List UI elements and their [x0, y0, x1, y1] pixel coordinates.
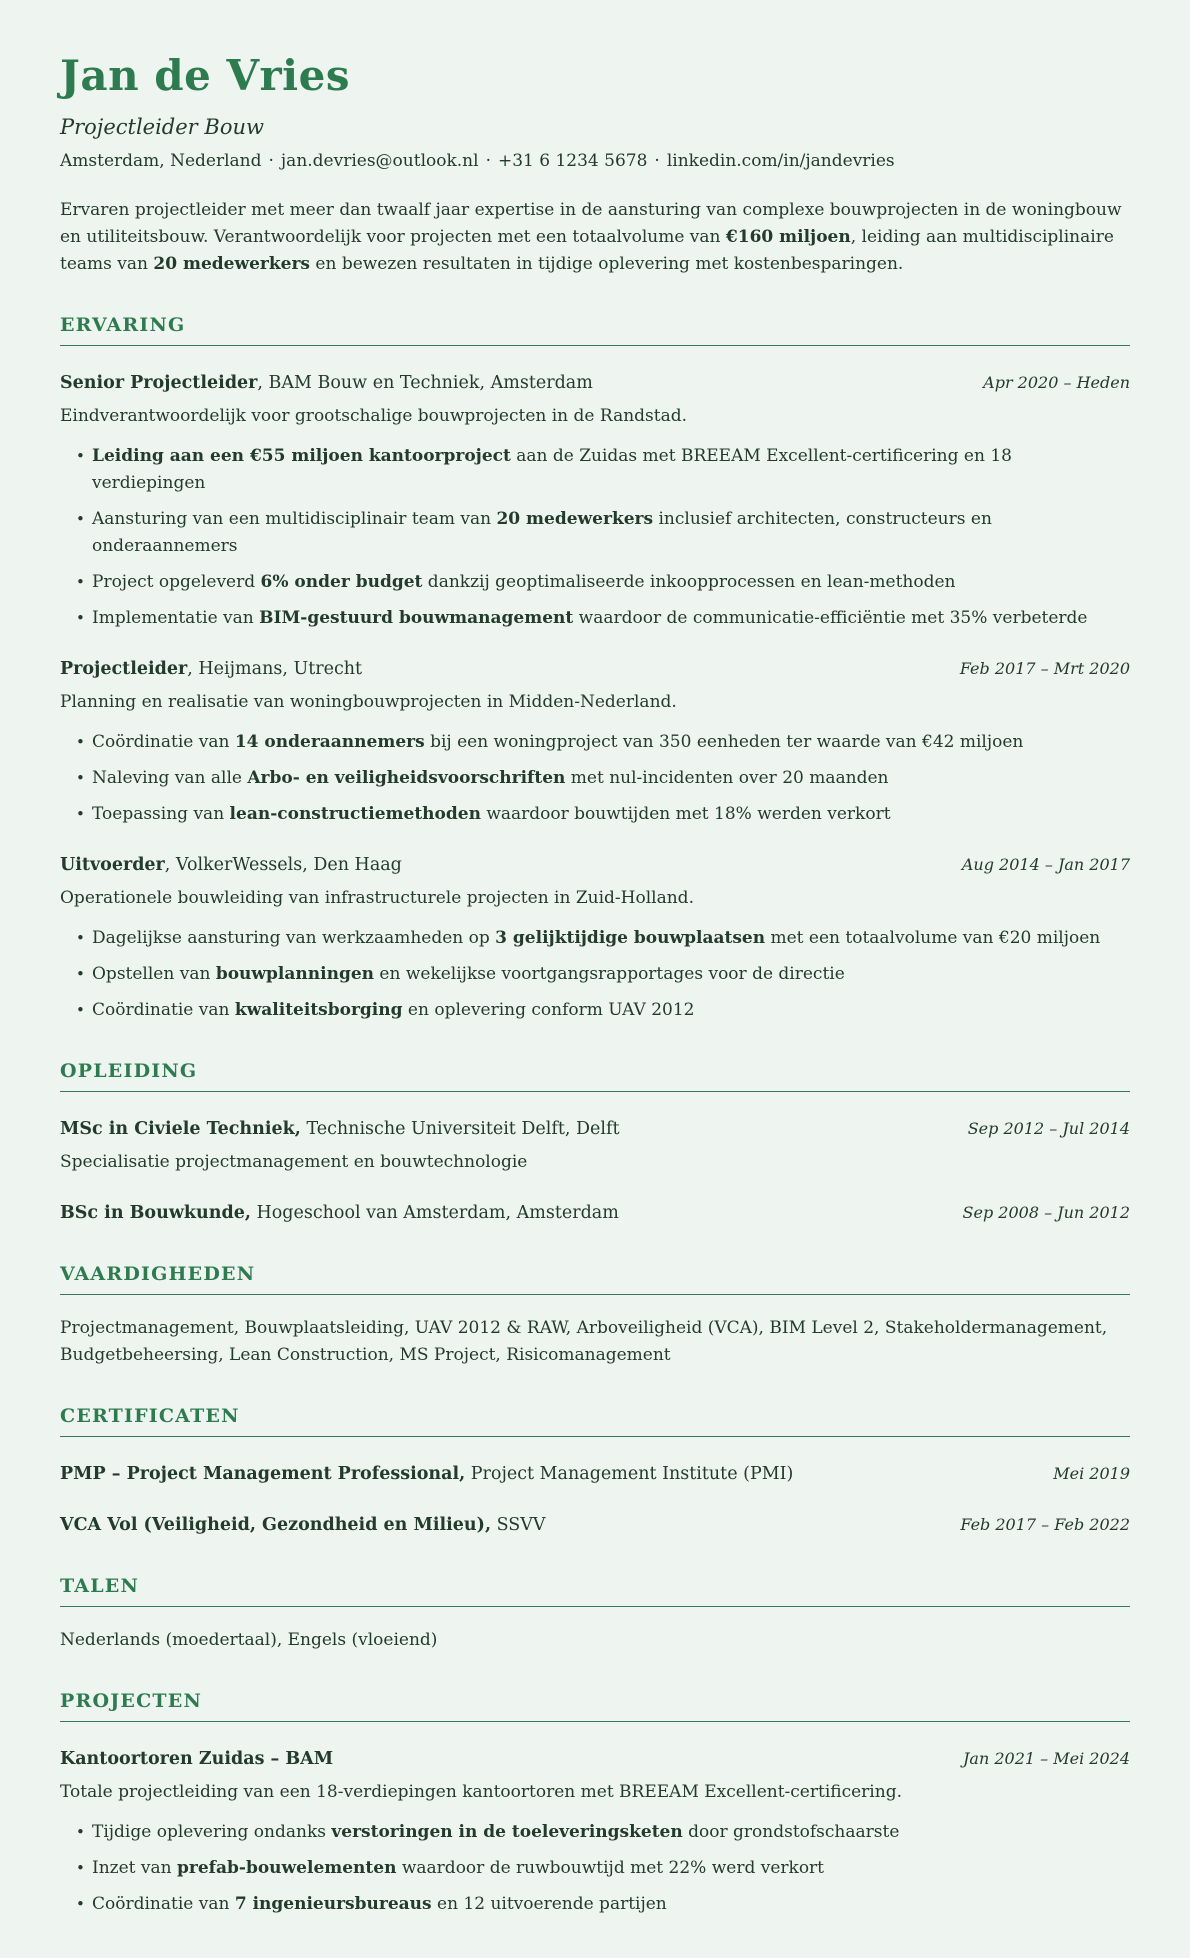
bullet-item	[76, 443, 1130, 497]
contact-linkedin[interactable]: linkedin.com/in/jandevries	[666, 151, 895, 171]
bullet-text: Naleving van alle Arbo- en veiligheidsvoorschriften met nul-incidenten over 20 maanden	[92, 768, 889, 788]
certificate-issuer: Project Management Institute (PMI)	[465, 1464, 794, 1484]
contact-phone[interactable]: +31 6 1234 5678	[497, 151, 648, 171]
job-description: Operationele bouwleiding van infrastructurele projecten in Zuid-Holland.	[60, 888, 694, 908]
bullet-text: Aansturing van een multidisciplinair team van 20 medewerkers inclusief architecten, constructeurs en onderaannemers	[92, 509, 992, 556]
job-title-line	[60, 370, 593, 397]
bullet-text: Tijdige oplevering ondanks verstoringen in de toeleveringsketen door grondstofschaarste	[92, 1822, 900, 1842]
certificate-issuer: SSVV	[491, 1515, 546, 1535]
education-degree: MSc in Civiele Techniek,	[60, 1119, 301, 1139]
bullet-text: Coördinatie van 7 ingenieursbureaus en 12 uitvoerende partijen	[92, 1894, 667, 1914]
profile-summary: Ervaren projectleider met meer dan twaalf jaar expertise in de aansturing van complexe bouwprojecten in de woningbouw en utiliteitsbouw. Verantwoordelijk voor projecten met een totaalvolume van €160 miljoen, leiding aan multidisciplinaire teams van 20 medewerkers en bewezen resultaten in tijdige oplevering met kostenbesparingen.	[60, 200, 1122, 274]
bullet-text: Coördinatie van 14 onderaannemers bij een woningproject van 350 eenheden ter waarde van €42 miljoen	[92, 732, 1024, 752]
bullet-item	[76, 997, 1130, 1024]
certificate-name: VCA Vol (Veiligheid, Gezondheid en Milieu),	[60, 1515, 492, 1535]
job-entry	[60, 655, 1130, 828]
person-name: Jan de Vries	[60, 51, 350, 100]
project-title-line	[60, 1746, 333, 1773]
education-entry	[60, 1115, 1130, 1176]
contact-line	[60, 148, 1130, 175]
job-entry	[60, 369, 1130, 632]
section-divider	[60, 1294, 1130, 1295]
skills-list: Projectmanagement, Bouwplaatsleiding, UAV 2012 & RAW, Arboveiligheid (VCA), BIM Level 2, Stakeholdermanagement, Budgetbeheersing, Lean Construction, MS Project, Risicomanagement	[60, 1318, 1108, 1365]
bullet-text: Coördinatie van kwaliteitsborging en oplevering conform UAV 2012	[92, 1000, 695, 1020]
bullet-icon: •	[76, 1895, 85, 1913]
bullet-item	[76, 961, 1130, 988]
bullet-icon: •	[76, 1001, 85, 1019]
bullet-item	[76, 765, 1130, 792]
section-experience	[60, 314, 1130, 1024]
section-heading-experience: ERVARING	[60, 314, 186, 336]
education-header	[60, 1199, 1130, 1227]
certificate-header	[60, 1460, 1130, 1488]
dot-separator-icon: ·	[268, 151, 274, 171]
project-entry	[60, 1745, 1130, 1918]
bullet-text: Toepassing van lean-constructiemethoden waardoor bouwtijden met 18% werden verkort	[92, 804, 891, 824]
education-description: Specialisatie projectmanagement en bouwtechnologie	[60, 1152, 528, 1172]
bullet-icon: •	[76, 510, 85, 528]
section-divider	[60, 1721, 1130, 1722]
section-heading-languages: TALEN	[60, 1575, 140, 1597]
bullet-item	[76, 801, 1130, 828]
job-title-line	[60, 656, 362, 683]
bullet-icon: •	[76, 733, 85, 751]
certificate-entry	[60, 1460, 1130, 1488]
job-role: Uitvoerder	[60, 855, 165, 875]
education-header	[60, 1115, 1130, 1143]
dot-separator-icon: ·	[485, 151, 491, 171]
job-header	[60, 369, 1130, 397]
project-dates: Jan 2021 – Mei 2024	[962, 1749, 1130, 1768]
certificate-name: PMP – Project Management Professional,	[60, 1464, 466, 1484]
education-title-line	[60, 1200, 619, 1227]
bullet-icon: •	[76, 1823, 85, 1841]
section-education	[60, 1060, 1130, 1227]
bullet-text: Dagelijkse aansturing van werkzaamheden op 3 gelijktijdige bouwplaatsen met een totaalvolume van €20 miljoen	[92, 928, 1101, 948]
bullet-item	[76, 1891, 1130, 1918]
person-job-title: Projectleider Bouw	[60, 115, 264, 139]
section-projects	[60, 1690, 1130, 1918]
education-title-line	[60, 1116, 620, 1143]
bullet-item	[76, 569, 1130, 596]
certificate-header	[60, 1511, 1130, 1539]
job-description: Planning en realisatie van woningbouwprojecten in Midden-Nederland.	[60, 692, 677, 712]
job-header	[60, 655, 1130, 683]
bullet-icon: •	[76, 1859, 85, 1877]
section-skills	[60, 1263, 1130, 1369]
section-languages	[60, 1575, 1130, 1654]
project-bullets	[76, 1819, 1130, 1918]
education-degree: BSc in Bouwkunde,	[60, 1203, 251, 1223]
certificate-dates: Mei 2019	[1053, 1464, 1130, 1483]
bullet-icon: •	[76, 609, 85, 627]
bullet-item	[76, 605, 1130, 632]
bullet-text: Inzet van prefab-bouwelementen waardoor de ruwbouwtijd met 22% werd verkort	[92, 1858, 825, 1878]
certificate-title-line	[60, 1512, 546, 1539]
section-certificates	[60, 1405, 1130, 1539]
bullet-item	[76, 1819, 1130, 1846]
section-heading-education: OPLEIDING	[60, 1060, 198, 1082]
job-dates: Feb 2017 – Mrt 2020	[959, 659, 1130, 678]
bullet-item	[76, 1855, 1130, 1882]
job-bullets	[76, 925, 1130, 1024]
project-description: Totale projectleiding van een 18-verdiepingen kantoortoren met BREEAM Excellent-certificering.	[60, 1782, 902, 1802]
education-entry	[60, 1199, 1130, 1227]
job-bullets	[76, 729, 1130, 828]
bullet-text: Opstellen van bouwplanningen en wekelijkse voortgangsrapportages voor de directie	[92, 964, 845, 984]
bullet-icon: •	[76, 965, 85, 983]
bullet-icon: •	[76, 929, 85, 947]
section-divider	[60, 345, 1130, 346]
bullet-item	[76, 729, 1130, 756]
section-divider	[60, 1091, 1130, 1092]
section-heading-skills: VAARDIGHEDEN	[60, 1263, 256, 1285]
bullet-text: Leiding aan een €55 miljoen kantoorproject aan de Zuidas met BREEAM Excellent-certificering en 18 verdiepingen	[92, 446, 1012, 493]
bullet-item	[76, 506, 1130, 560]
job-dates: Apr 2020 – Heden	[983, 373, 1130, 392]
certificate-entry	[60, 1511, 1130, 1539]
dot-separator-icon: ·	[654, 151, 660, 171]
project-header	[60, 1745, 1130, 1773]
job-description: Eindverantwoordelijk voor grootschalige bouwprojecten in de Randstad.	[60, 406, 688, 426]
bullet-icon: •	[76, 769, 85, 787]
education-dates: Sep 2008 – Jun 2012	[962, 1203, 1130, 1222]
job-entry	[60, 851, 1130, 1024]
job-company: , Heijmans, Utrecht	[187, 659, 363, 679]
job-role: Senior Projectleider	[60, 373, 258, 393]
section-divider	[60, 1436, 1130, 1437]
section-heading-projects: PROJECTEN	[60, 1690, 203, 1712]
job-dates: Aug 2014 – Jan 2017	[961, 855, 1130, 874]
bullet-text: Project opgeleverd 6% onder budget dankzij geoptimaliseerde inkoopprocessen en lean-methoden	[92, 572, 956, 592]
education-school: Hogeschool van Amsterdam, Amsterdam	[250, 1203, 619, 1223]
bullet-icon: •	[76, 805, 85, 823]
job-bullets	[76, 443, 1130, 632]
section-divider	[60, 1606, 1130, 1607]
certificate-title-line	[60, 1461, 793, 1488]
education-dates: Sep 2012 – Jul 2014	[967, 1119, 1130, 1138]
education-school: Technische Universiteit Delft, Delft	[300, 1119, 620, 1139]
bullet-icon: •	[76, 447, 85, 465]
bullet-text: Implementatie van BIM-gestuurd bouwmanagement waardoor de communicatie-efficiëntie met 35% verbeterde	[92, 608, 1088, 628]
job-company: , BAM Bouw en Techniek, Amsterdam	[257, 373, 593, 393]
contact-location: Amsterdam, Nederland	[60, 151, 262, 171]
certificate-dates: Feb 2017 – Feb 2022	[960, 1515, 1130, 1534]
cv-header	[60, 52, 1130, 278]
job-title-line	[60, 852, 402, 879]
contact-email[interactable]: jan.devries@outlook.nl	[280, 151, 479, 171]
job-role: Projectleider	[60, 659, 188, 679]
bullet-item	[76, 925, 1130, 952]
bullet-icon: •	[76, 573, 85, 591]
section-heading-certificates: CERTIFICATEN	[60, 1405, 240, 1427]
project-name: Kantoortoren Zuidas – BAM	[60, 1749, 334, 1769]
languages-list: Nederlands (moedertaal), Engels (vloeiend)	[60, 1630, 438, 1650]
job-header	[60, 851, 1130, 879]
job-company: , VolkerWessels, Den Haag	[164, 855, 402, 875]
